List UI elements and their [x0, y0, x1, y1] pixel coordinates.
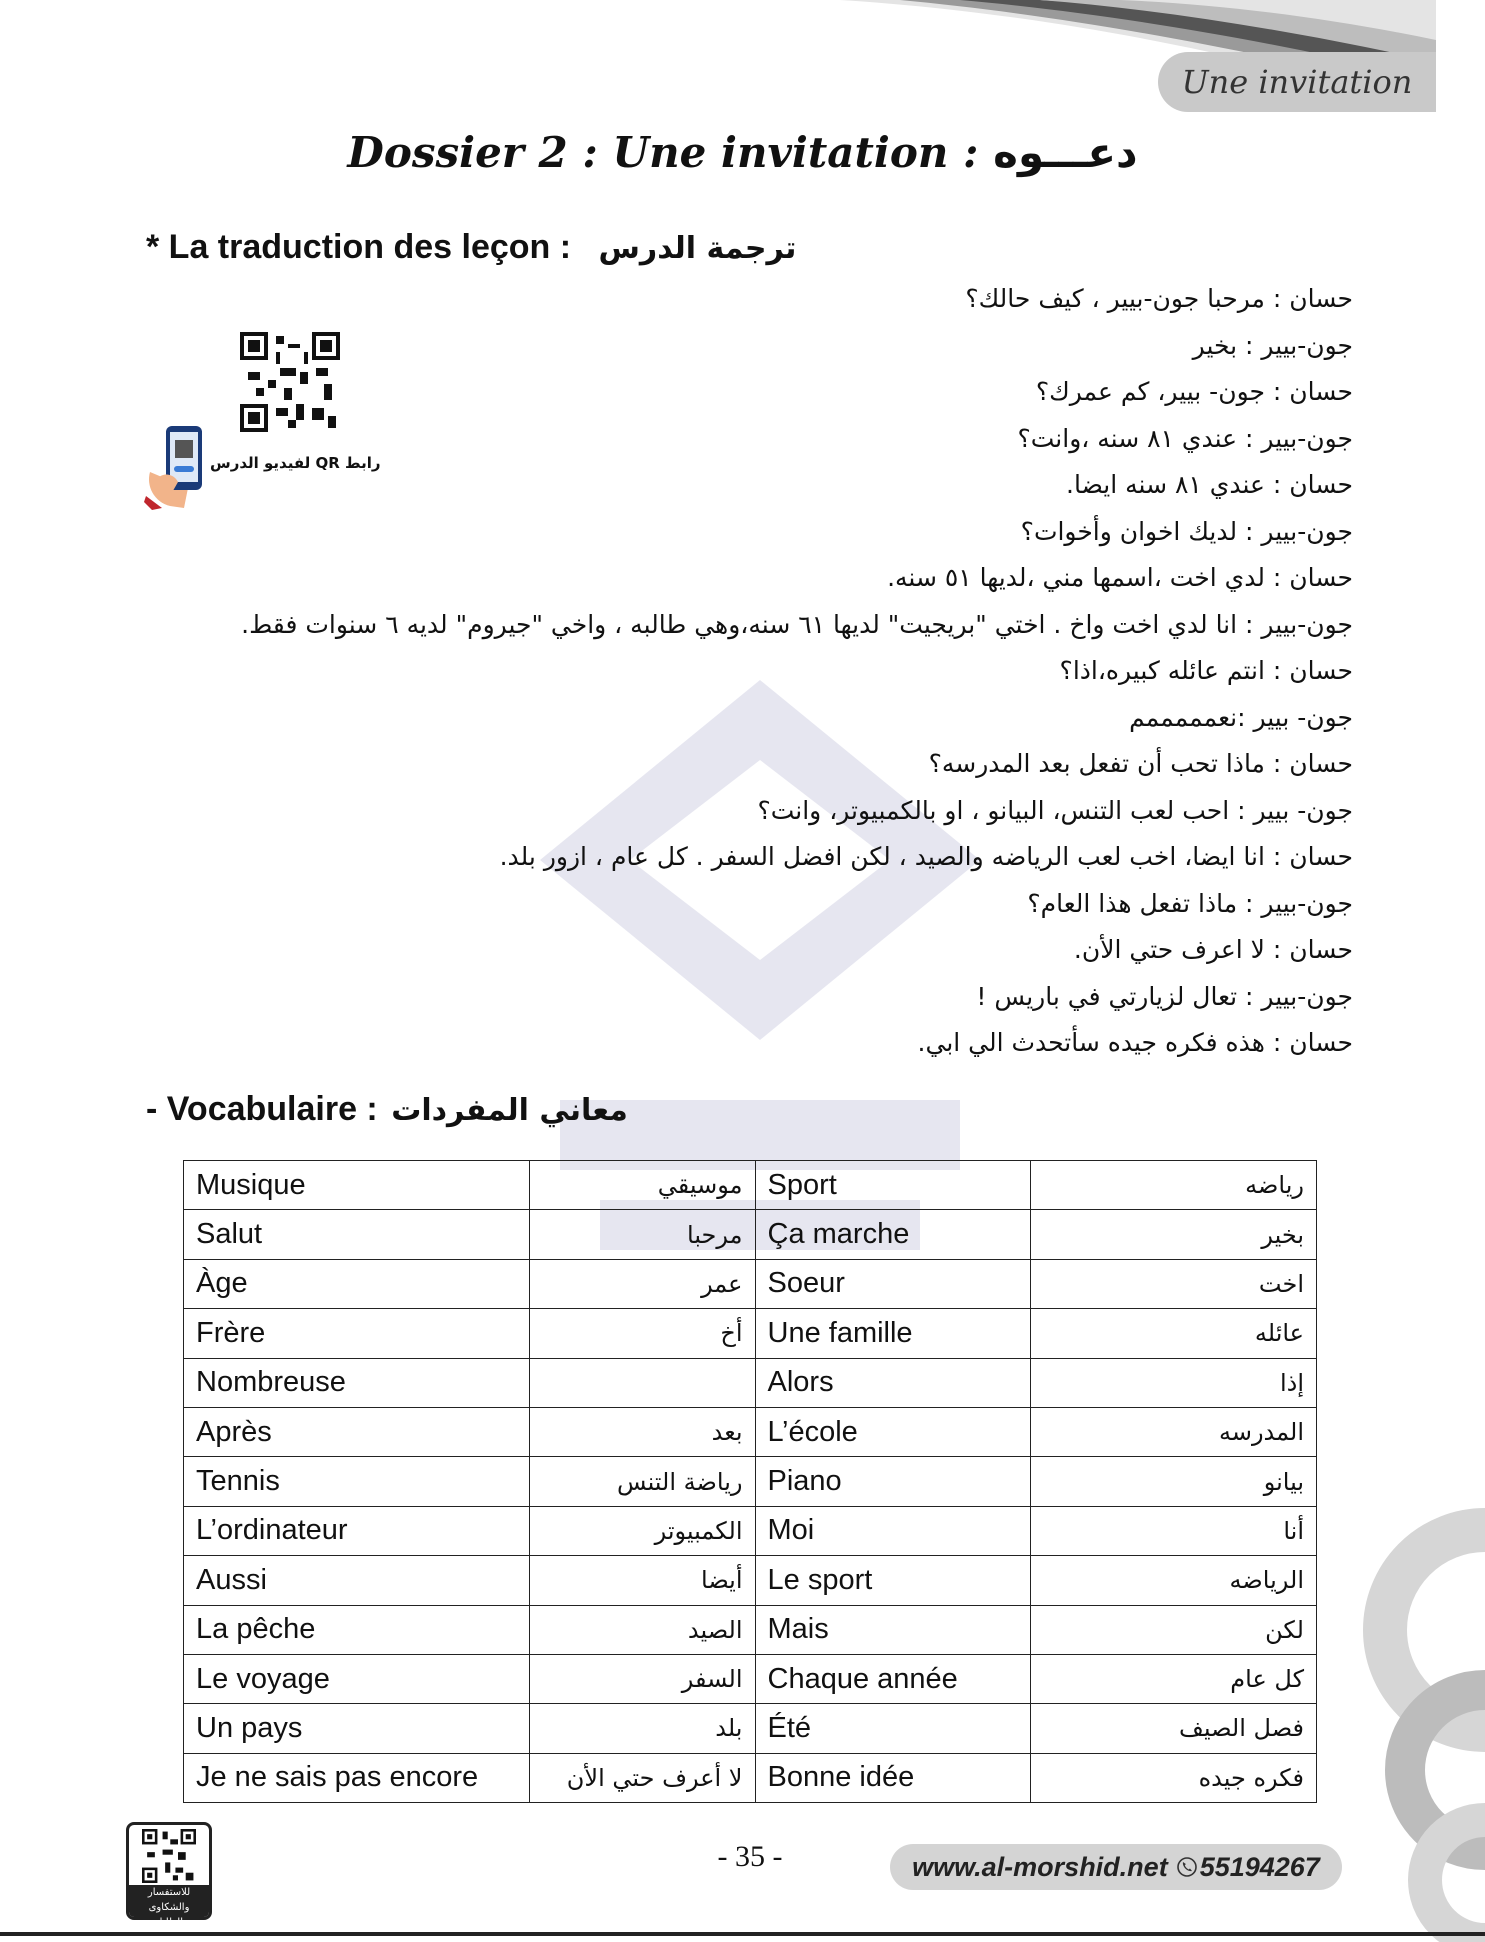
- vocab-french-word: Sport: [755, 1161, 1031, 1210]
- vocab-french-word: Salut: [184, 1210, 530, 1259]
- dialogue-line: جون-بيير : تعال لزيارتي في باريس !: [976, 981, 1353, 1011]
- dialogue-line: حسان : لدي اخت ،اسمها مني ،لديها ٥١ سنه.: [887, 563, 1353, 592]
- vocab-arabic-meaning: موسيقي: [529, 1161, 755, 1210]
- dialogue-line: حسان : ماذا تحب أن تفعل بعد المدرسه؟: [928, 749, 1353, 778]
- vocab-row: [184, 1407, 1317, 1456]
- translation-heading-fr: * La traduction des leçon :: [146, 228, 572, 266]
- dialogue-line: حسان : انتم عائله كبيره،اذا؟: [1059, 656, 1353, 685]
- vocab-french-word: La pêche: [184, 1605, 530, 1654]
- vocab-french-word: Ça marche: [755, 1210, 1031, 1259]
- vocab-french-word: L’ordinateur: [184, 1506, 530, 1555]
- page-number: - 35 -: [717, 1840, 783, 1873]
- vocab-row: [184, 1259, 1317, 1308]
- title-french: Dossier 2 : Une invitation :: [347, 128, 979, 177]
- vocabulary-heading-fr: - Vocabulaire :: [146, 1090, 378, 1128]
- dialogue-line: جون- بيير :نعمممممم: [1129, 702, 1353, 732]
- vocab-row: [184, 1309, 1317, 1358]
- vocab-french-word: Été: [755, 1704, 1031, 1753]
- dialogue-line: حسان : هذه فكره جيده سأتحدث الي ابي.: [917, 1028, 1353, 1057]
- vocab-row: [184, 1704, 1317, 1753]
- dialogue-line: جون-بيير : عندي ٨١ سنه ،وانت؟: [1017, 423, 1353, 453]
- vocab-french-word: Le sport: [755, 1556, 1031, 1605]
- vocabulary-heading-ar: معاني المفردات: [391, 1093, 628, 1128]
- vocab-arabic-meaning: مرحبا: [529, 1210, 755, 1259]
- phone-number: 55194267: [1199, 1851, 1320, 1882]
- vocab-french-word: Musique: [184, 1161, 530, 1210]
- vocab-arabic-meaning: رياضة التنس: [529, 1457, 755, 1506]
- vocab-french-word: Soeur: [755, 1259, 1031, 1308]
- vocab-arabic-meaning: بعد: [529, 1407, 755, 1456]
- vocabulary-section-heading: [146, 1090, 628, 1129]
- phone-icon: [1176, 1856, 1198, 1878]
- dialogue-line: حسان : انا ايضا، اخب لعب الرياضه والصيد ، لكن افضل السفر . كل عام ، ازور بلد.: [499, 842, 1353, 871]
- vocab-row: [184, 1556, 1317, 1605]
- dialogue-line: جون-بيير : انا لدي اخت واخ . اختي "بريجيت" لديها ٦١ سنه،وهي طالبه ، واخي "جيروم" لديه ٦ سنوات فقط.: [241, 609, 1353, 639]
- translation-heading-ar: ترجمة الدرس: [598, 231, 797, 266]
- contact-qr-badge[interactable]: [126, 1822, 212, 1928]
- vocab-arabic-meaning: الصيد: [529, 1605, 755, 1654]
- dialogue-line: جون-بيير : ماذا تفعل هذا العام؟: [1027, 888, 1353, 918]
- vocab-french-word: Piano: [755, 1457, 1031, 1506]
- page-title: [0, 128, 1485, 177]
- vocab-arabic-meaning: بيانو: [1031, 1457, 1317, 1506]
- vocab-arabic-meaning: فصل الصيف: [1031, 1704, 1317, 1753]
- vocab-french-word: Nombreuse: [184, 1358, 530, 1407]
- vocab-arabic-meaning: [529, 1358, 755, 1407]
- vocab-french-word: Frère: [184, 1309, 530, 1358]
- vocab-row: [184, 1358, 1317, 1407]
- vocab-row: [184, 1506, 1317, 1555]
- vocabulary-table: [183, 1160, 1317, 1803]
- vocab-row: [184, 1605, 1317, 1654]
- vocab-arabic-meaning: المدرسه: [1031, 1407, 1317, 1456]
- vocab-arabic-meaning: بلد: [529, 1704, 755, 1753]
- vocab-arabic-meaning: لا أعرف حتي الأن: [529, 1753, 755, 1802]
- vocab-row: [184, 1654, 1317, 1703]
- vocab-french-word: Un pays: [184, 1704, 530, 1753]
- bottom-rule: [0, 1932, 1485, 1936]
- vocab-row: [184, 1210, 1317, 1259]
- vocab-french-word: Chaque année: [755, 1654, 1031, 1703]
- vocab-arabic-meaning: لكن: [1031, 1605, 1317, 1654]
- vocab-arabic-meaning: رياضه: [1031, 1161, 1317, 1210]
- dialogue-line: جون-بيير : بخير: [1192, 330, 1353, 360]
- vocab-french-word: Mais: [755, 1605, 1031, 1654]
- vocab-arabic-meaning: أخ: [529, 1309, 755, 1358]
- vocab-french-word: Àge: [184, 1259, 530, 1308]
- vocab-arabic-meaning: الرياضه: [1031, 1556, 1317, 1605]
- vocab-arabic-meaning: اخت: [1031, 1259, 1317, 1308]
- vocab-french-word: Bonne idée: [755, 1753, 1031, 1802]
- vocab-row: [184, 1753, 1317, 1802]
- vocab-french-word: Je ne sais pas encore: [184, 1753, 530, 1802]
- vocab-french-word: Moi: [755, 1506, 1031, 1555]
- vocab-arabic-meaning: كل عام: [1031, 1654, 1317, 1703]
- vocab-french-word: Le voyage: [184, 1654, 530, 1703]
- vocab-arabic-meaning: السفر: [529, 1654, 755, 1703]
- translation-section-heading: [146, 228, 796, 267]
- vocab-arabic-meaning: بخير: [1031, 1210, 1317, 1259]
- dialogue-line: حسان : مرحبا جون-بيير ، كيف حالك؟: [965, 284, 1353, 313]
- vocab-french-word: Une famille: [755, 1309, 1031, 1358]
- qr-caption: رابط QR لفيديو الدرس: [210, 454, 381, 472]
- qr-code-icon: [142, 1829, 196, 1883]
- dialogue-line: جون- بيير : احب لعب التنس، البيانو ، او بالكمبيوتر، وانت؟: [757, 795, 1353, 825]
- dialogue-line: حسان : جون- بيير، كم عمرك؟: [1035, 377, 1353, 406]
- dialogue-line: حسان : لا اعرف حتي الأن.: [1073, 935, 1353, 964]
- dialogue-line: جون-بيير : لديك اخوان وأخوات؟: [1020, 516, 1353, 546]
- vocab-arabic-meaning: أيضا: [529, 1556, 755, 1605]
- header-chapter-tab: Une invitation: [1158, 52, 1436, 112]
- vocab-french-word: Alors: [755, 1358, 1031, 1407]
- dialogue-line: حسان : عندي ٨١ سنه ايضا.: [1066, 470, 1353, 499]
- footer-contact: [890, 1844, 1342, 1890]
- vocab-french-word: Après: [184, 1407, 530, 1456]
- vocab-french-word: Aussi: [184, 1556, 530, 1605]
- vocab-french-word: Tennis: [184, 1457, 530, 1506]
- vocab-row: [184, 1161, 1317, 1210]
- vocab-row: [184, 1457, 1317, 1506]
- vocab-french-word: L’école: [755, 1407, 1031, 1456]
- vocab-arabic-meaning: إذا: [1031, 1358, 1317, 1407]
- vocab-arabic-meaning: عمر: [529, 1259, 755, 1308]
- contact-qr-caption: للاستفسار والشكاوى والطلبات: [129, 1885, 209, 1917]
- website-link[interactable]: www.al-morshid.net: [912, 1851, 1168, 1882]
- vocab-arabic-meaning: فكره جيده: [1031, 1753, 1317, 1802]
- vocab-arabic-meaning: عائله: [1031, 1309, 1317, 1358]
- vocab-arabic-meaning: الكمبيوتر: [529, 1506, 755, 1555]
- dialogue-translation: [153, 276, 1353, 1067]
- vocab-arabic-meaning: أنا: [1031, 1506, 1317, 1555]
- title-arabic: دعـــوه: [993, 128, 1138, 177]
